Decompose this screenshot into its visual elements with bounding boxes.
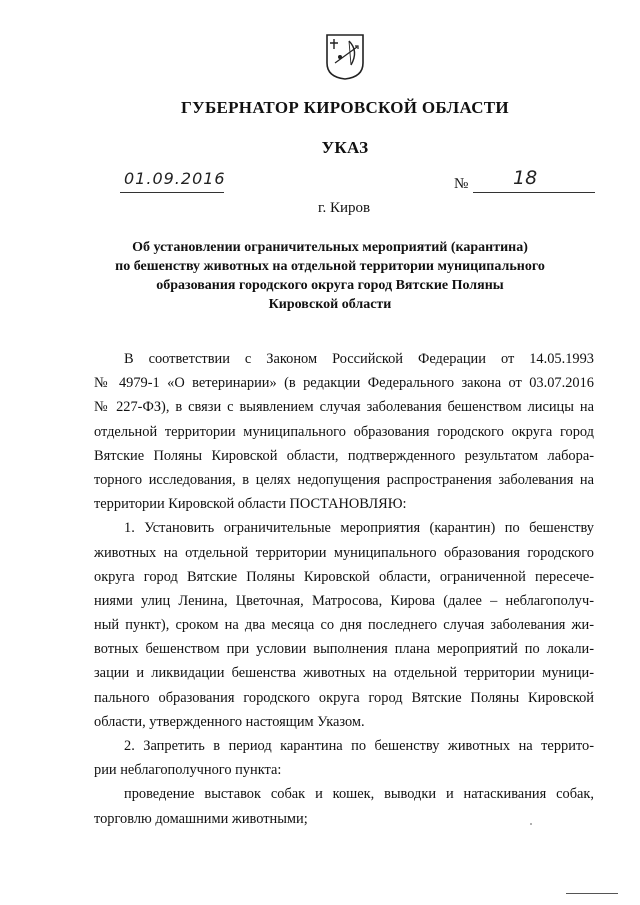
scan-speck — [530, 823, 532, 825]
decree-title — [90, 238, 570, 314]
number-label: № — [454, 176, 469, 192]
body-line: вотных бешенством при условии выполнения плана мероприятий по локали- — [94, 641, 594, 658]
body-line: Вятские Поляны Кировской области, подтвержденного результатом лабора- — [94, 447, 594, 464]
number-field — [473, 167, 595, 193]
body-line: области, утвержденного настоящим Указом. — [94, 713, 365, 730]
body-line: 1. Установить ограничительные мероприятия (карантин) по бешенству — [124, 520, 594, 537]
body-line: отдельной территории муниципального образования городского округа город — [94, 423, 594, 440]
body-line: 2. Запретить в период карантина по бешенству животных на террито- — [124, 738, 594, 754]
body-line: пального образования городского округа город Вятские Поляны Кировской — [94, 689, 594, 706]
body-line: зации и ликвидации бешенства животных на отдельной территории муници- — [94, 665, 594, 682]
title-line: по бешенству животных на отдельной территории муниципального — [115, 259, 545, 274]
body-line: № 227-ФЗ), в связи с выявлением случая заболевания бешенством лисицы на — [94, 399, 594, 416]
coat-of-arms-icon — [325, 33, 365, 81]
date-value: 01.09.2016 — [124, 169, 226, 188]
body-line: № 4979-1 «О ветеринарии» (в редакции Федерального закона от 03.07.2016 — [94, 375, 594, 392]
body-line: рии неблагополучного пункта: — [94, 762, 282, 779]
body-line: ниями улиц Ленина, Цветочная, Матросова, Кирова (далее – неблагополуч- — [94, 592, 594, 609]
number-value: 18 — [513, 167, 538, 189]
footer-rule — [566, 893, 618, 894]
title-line: образования городского округа город Вятские Поляны — [156, 278, 504, 293]
title-line: Об установлении ограничительных мероприятий (карантина) — [132, 240, 528, 255]
city-line: г. Киров — [318, 200, 371, 216]
body-line: торного исследования, в целях недопущения распространения заболевания на — [94, 471, 594, 488]
body-line: В соответствии с Законом Российской Федерации от 14.05.1993 — [124, 351, 594, 367]
organization-heading: ГУБЕРНАТОР КИРОВСКОЙ ОБЛАСТИ — [181, 98, 509, 117]
decree-body — [94, 347, 594, 831]
body-line: животных на отдельной территории муниципального образования городского — [94, 544, 594, 561]
body-line: ный пункт), сроком на два месяца со дня последнего случая заболевания жи- — [94, 617, 594, 634]
body-line: торговлю домашними животными; — [94, 810, 308, 827]
document-type-heading: УКАЗ — [321, 138, 369, 157]
body-line: территории Кировской области ПОСТАНОВЛЯЮ: — [94, 496, 407, 513]
body-line: проведение выставок собак и кошек, выводки и натаскивания собак, — [124, 786, 594, 803]
title-line: Кировской области — [268, 297, 392, 312]
body-line: округа город Вятские Поляны Кировской области, ограниченной пересече- — [94, 568, 594, 585]
date-field — [120, 170, 224, 193]
